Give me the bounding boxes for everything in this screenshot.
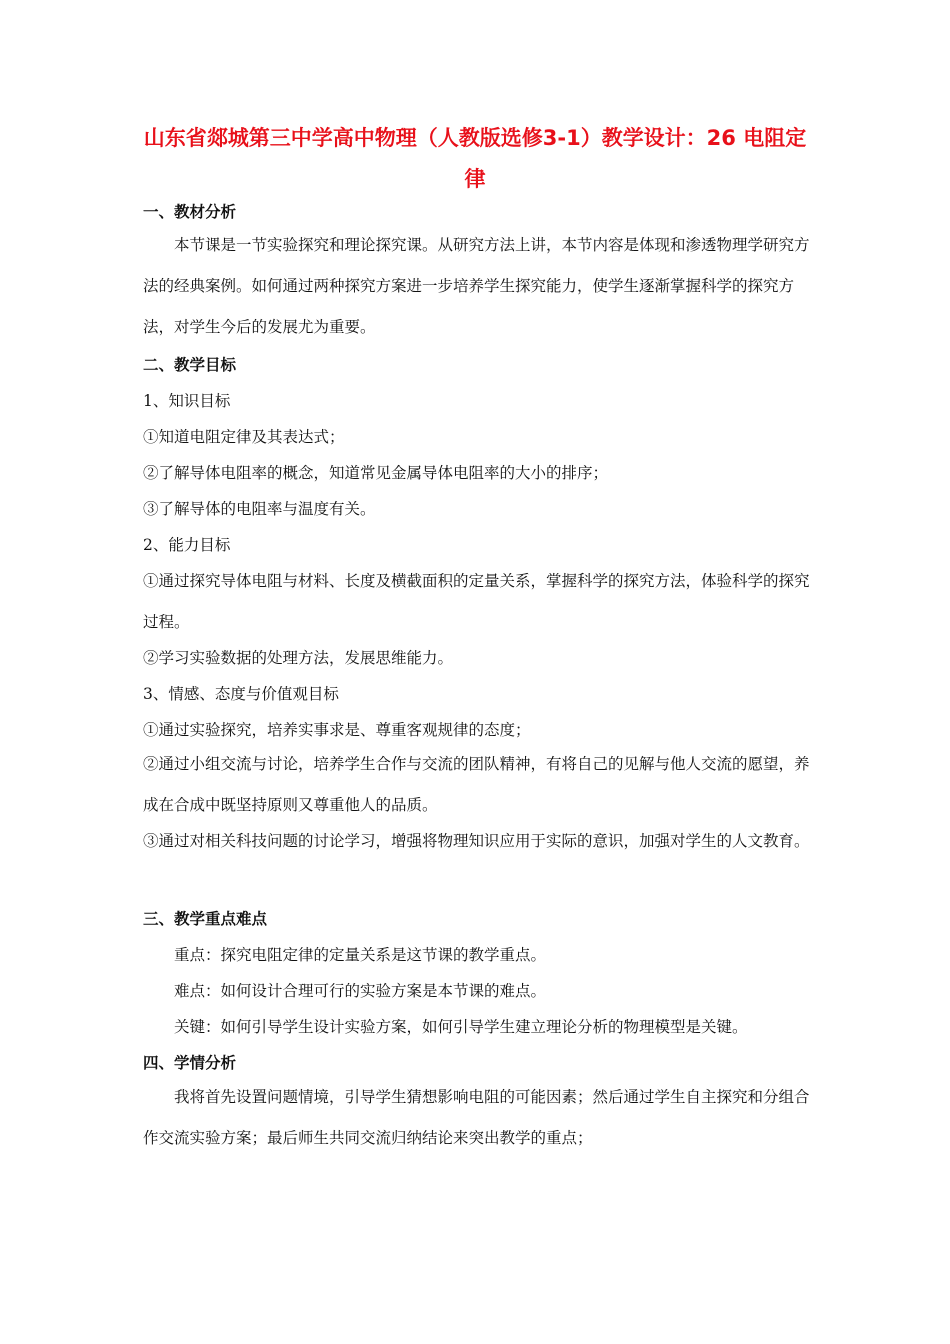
section-4-paragraph: 我将首先设置问题情境，引导学生猜想影响电阻的可能因素；然后通过学生自主探究和分组合作交流实验方案；最后师生共同交流归纳结论来突出教学的重点； <box>143 1088 810 1147</box>
goal-1-label: 1、知识目标 <box>143 392 231 410</box>
goal-3-item-1: ①通过实验探究，培养实事求是、尊重客观规律的态度； <box>143 721 531 739</box>
goal-1-item-1: ①知道电阻定律及其表达式； <box>143 428 345 446</box>
section-heading-4: 四、学情分析 <box>143 1054 237 1072</box>
goal-3-item-3: ③通过对相关科技问题的讨论学习，增强将物理知识应用于实际的意识，加强对学生的人文教育。 <box>143 832 810 850</box>
section-1-paragraph: 本节课是一节实验探究和理论探究课。从研究方法上讲，本节内容是体现和渗透物理学研究方法的经典案例。如何通过两种探究方案进一步培养学生探究能力，使学生逐渐掌握科学的探究方法，对学生今后的发展尤为重要。 <box>143 236 810 336</box>
document-title: 山东省郯城第三中学高中物理（人教版选修3-1）教学设计：26 电阻定律 <box>143 126 807 191</box>
goal-2-label: 2、能力目标 <box>143 536 231 554</box>
goal-3-item-2: ②通过小组交流与讨论，培养学生合作与交流的团队精神，有将自己的见解与他人交流的愿望，养成在合成中既坚持原则又尊重他人的品质。 <box>143 755 810 814</box>
goal-2-item-2: ②学习实验数据的处理方法，发展思维能力。 <box>143 649 454 667</box>
goal-1-item-3: ③了解导体的电阻率与温度有关。 <box>143 500 376 518</box>
section-heading-2: 二、教学目标 <box>143 356 237 374</box>
key-point: 重点：探究电阻定律的定量关系是这节课的教学重点。 <box>174 946 547 964</box>
goal-2-item-1: ①通过探究导体电阻与材料、长度及横截面积的定量关系，掌握科学的探究方法，体验科学的探究过程。 <box>143 572 810 631</box>
goal-3-label: 3、情感、态度与价值观目标 <box>143 685 339 703</box>
section-heading-3: 三、教学重点难点 <box>143 910 268 928</box>
key-factor: 关键：如何引导学生设计实验方案，如何引导学生建立理论分析的物理模型是关键。 <box>174 1018 748 1036</box>
section-heading-1: 一、教材分析 <box>143 203 237 221</box>
goal-1-item-2: ②了解导体电阻率的概念，知道常见金属导体电阻率的大小的排序； <box>143 464 609 482</box>
difficult-point: 难点：如何设计合理可行的实验方案是本节课的难点。 <box>174 982 547 1000</box>
